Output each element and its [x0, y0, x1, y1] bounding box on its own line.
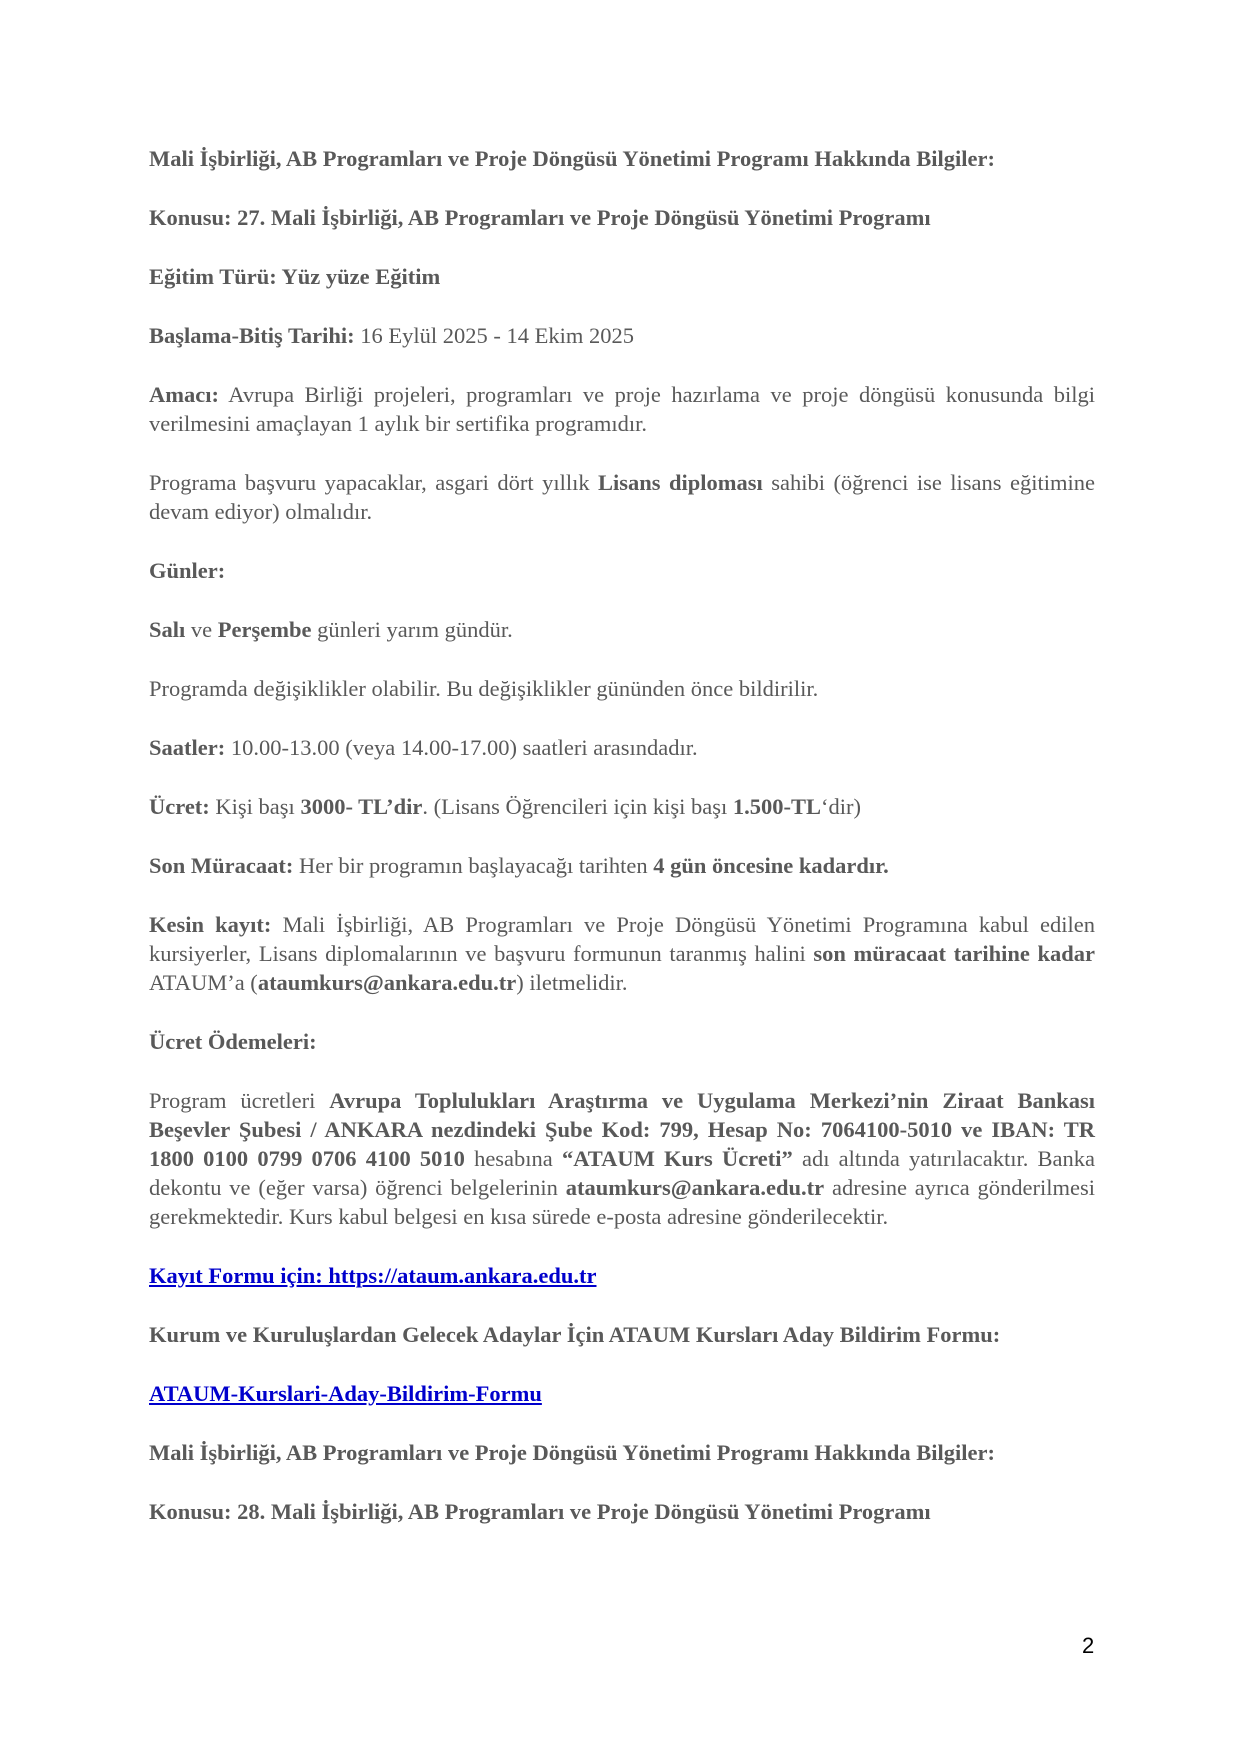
aday-bildirim-formu-link[interactable]: ATAUM-Kurslari-Aday-Bildirim-Formu [149, 1381, 542, 1406]
odeme-title: “ATAUM Kurs Ücreti” [561, 1146, 793, 1171]
basvuru-paragraph [149, 468, 1095, 526]
odeme-pre: Program ücretleri [149, 1088, 330, 1113]
son-muracaat-line [149, 851, 1095, 880]
egitim-turu-line [149, 262, 1095, 291]
ucret-post: ‘dir) [821, 794, 862, 819]
konusu-line-2 [149, 1497, 1095, 1526]
degisiklik-line [149, 674, 1095, 703]
kesin-mid: ATAUM’a ( [149, 970, 258, 995]
document-page [149, 144, 1095, 1556]
kesin-kayit-paragraph [149, 910, 1095, 997]
konusu-text: Konusu: 27. Mali İşbirliği, AB Programları ve Proje Döngüsü Yönetimi Programı [149, 205, 931, 230]
ucret-line [149, 792, 1095, 821]
odeme-bank-info: Avrupa Toplulukları Araştırma ve Uygulama Merkezi’nin Ziraat Bankası Beşevler Şubesi / ANKARA nezdindeki Şube Kod: 799, Hesap No: 7064100-5010 ve IBAN: TR 1800 0100 0799 0706 4100 5010 [149, 1088, 1096, 1171]
tarih-label: Başlama-Bitiş Tarihi: [149, 323, 355, 348]
aday-line [149, 1379, 1095, 1408]
gunler-text: günleri yarım gündür. [311, 617, 513, 642]
section-heading-2 [149, 1438, 1095, 1467]
kesin-email: ataumkurs@ankara.edu.tr [257, 970, 517, 995]
persembe-text: Perşembe [217, 617, 312, 642]
gunler-label: Günler: [149, 558, 226, 583]
page-number: 2 [1082, 1633, 1095, 1658]
ucret-amount: 3000- TL’dir [300, 794, 423, 819]
kayit-formu-link[interactable]: Kayıt Formu için: https://ataum.ankara.edu.tr [149, 1263, 597, 1288]
heading-text: Mali İşbirliği, AB Programları ve Proje Döngüsü Yönetimi Programı Hakkında Bilgiler: [149, 146, 996, 171]
son-text: Her bir programın başlayacağı tarihten [293, 853, 654, 878]
saatler-line [149, 733, 1095, 762]
ucret-pre: Kişi başı [209, 794, 301, 819]
odeme-mid2: adı altında yatırılacaktır. Banka dekontu ve (eğer varsa) öğrenci belgelerinin [149, 1146, 1096, 1200]
kayit-line [149, 1261, 1095, 1290]
degisiklik-text: Programda değişiklikler olabilir. Bu değişiklikler gününden önce bildirilir. [149, 676, 819, 701]
odeme-label: Ücret Ödemeleri: [149, 1029, 317, 1054]
kesin-post: ) iletmelidir. [516, 970, 628, 995]
odeme-post: adresine ayrıca gönderilmesi gerekmektedir. Kurs kabul belgesi en kısa sürede e-posta adresine gönderilecektir. [149, 1175, 1095, 1229]
ucret-label: Ücret: [149, 794, 210, 819]
amaci-label: Amacı: [149, 382, 219, 407]
konusu-line [149, 203, 1095, 232]
basvuru-post: sahibi (öğrenci ise lisans eğitimine devam ediyor) olmalıdır. [149, 470, 1095, 524]
heading-2-text: Mali İşbirliği, AB Programları ve Proje Döngüsü Yönetimi Programı Hakkında Bilgiler: [149, 1440, 996, 1465]
son-bold: 4 gün öncesine kadardır. [653, 853, 889, 878]
odeme-email: ataumkurs@ankara.edu.tr [565, 1175, 825, 1200]
odeme-paragraph [149, 1086, 1095, 1231]
kesin-text: Mali İşbirliği, AB Programları ve Proje Döngüsü Yönetimi Programına kabul edilen kursiyerler, Lisans diplomalarının ve başvuru formunun taranmış halini [149, 912, 1095, 966]
kesin-bold: son müracaat tarihine kadar [813, 941, 1095, 966]
gunler-heading [149, 556, 1095, 585]
saatler-label: Saatler: [149, 735, 226, 760]
basvuru-bold: Lisans diploması [598, 470, 763, 495]
tarih-line [149, 321, 1095, 350]
amaci-paragraph [149, 380, 1095, 438]
son-label: Son Müracaat: [149, 853, 294, 878]
ucret-student-amount: 1.500-TL [732, 794, 822, 819]
tarih-value: 16 Eylül 2025 - 14 Ekim 2025 [354, 323, 635, 348]
kesin-label: Kesin kayıt: [149, 912, 272, 937]
kurum-heading [149, 1320, 1095, 1349]
section-heading [149, 144, 1095, 173]
basvuru-pre: Programa başvuru yapacaklar, asgari dört yıllık [149, 470, 599, 495]
gunler-line [149, 615, 1095, 644]
konusu-2-text: Konusu: 28. Mali İşbirliği, AB Programları ve Proje Döngüsü Yönetimi Programı [149, 1499, 931, 1524]
odeme-mid1: hesabına [464, 1146, 562, 1171]
kurum-heading-text: Kurum ve Kuruluşlardan Gelecek Adaylar İçin ATAUM Kursları Aday Bildirim Formu: [149, 1322, 1001, 1347]
ucret-mid: . (Lisans Öğrencileri için kişi başı [422, 794, 733, 819]
sali-text: Salı [149, 617, 186, 642]
saatler-text: 10.00-13.00 (veya 14.00-17.00) saatleri arasındadır. [225, 735, 698, 760]
ve-text: ve [185, 617, 218, 642]
amaci-text: Avrupa Birliği projeleri, programları ve proje hazırlama ve proje döngüsü konusunda bilgi verilmesini amaçlayan 1 aylık bir sertifika programıdır. [149, 382, 1095, 436]
egitim-turu-text: Eğitim Türü: Yüz yüze Eğitim [149, 264, 441, 289]
odeme-heading [149, 1027, 1095, 1056]
